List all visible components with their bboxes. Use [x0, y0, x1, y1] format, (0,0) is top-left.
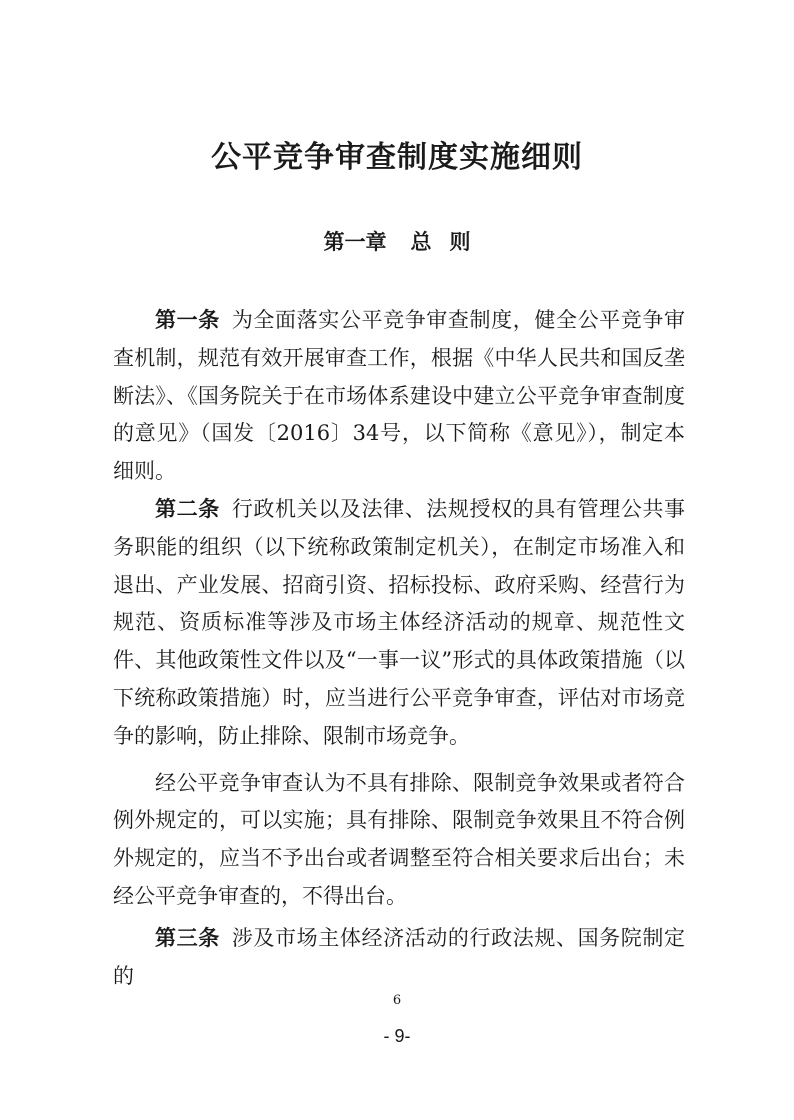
article-1-paragraph — [113, 302, 685, 491]
article-2-paragraph — [113, 491, 685, 756]
article-3-paragraph — [113, 920, 685, 996]
article-2-label: 第二条 — [155, 496, 220, 521]
page-number: - 9- — [383, 1026, 411, 1046]
article-2-subparagraph — [113, 765, 685, 916]
article-2-subparagraph-text: 经公平竞争审查认为不具有排除、限制竞争效果或者符合例外规定的，可以实施；具有排除、限制竞争效果且不符合例外规定的，应当不予出台或者调整至符合相关要求后出台；未经公平竞争审查的，不得出台。 — [113, 770, 685, 908]
chapter-heading — [0, 226, 794, 256]
chapter-name-part2: 则 — [449, 230, 471, 254]
article-1-text: 为全面落实公平竞争审查制度，健全公平竞争审查机制，规范有效开展审查工作，根据《中华人民共和国反垄断法》、《国务院关于在市场体系建设中建立公平竞争审查制度的意见》（国发〔2016〕34号，以下简称《意见》），制定本细则。 — [113, 308, 686, 484]
article-3-text: 涉及市场主体经济活动的行政法规、国务院制定的 — [113, 925, 686, 988]
document-title: 公平竞争审查制度实施细则 — [211, 140, 583, 175]
chapter-name-part1: 总 — [410, 230, 432, 254]
article-2-text: 行政机关以及法律、法规授权的具有管理公共事务职能的组织（以下统称政策制定机关），在制定市场准入和退出、产业发展、招商引资、招标投标、政府采购、经营行为规范、资质标准等涉及市场主体经济活动的规章、规范性文件、其他政策性文件以及“一事一议”形式的具体政策措施（以下统称政策措施）时，应当进行公平竞争审查，评估对市场竞争的影响，防止排除、限制市场竞争。 — [113, 496, 686, 748]
document-body — [113, 302, 685, 995]
article-3-label: 第三条 — [155, 925, 220, 950]
article-1-label: 第一条 — [155, 308, 220, 332]
chapter-number: 第一章 — [323, 230, 387, 254]
folio-number: 6 — [392, 993, 402, 1008]
